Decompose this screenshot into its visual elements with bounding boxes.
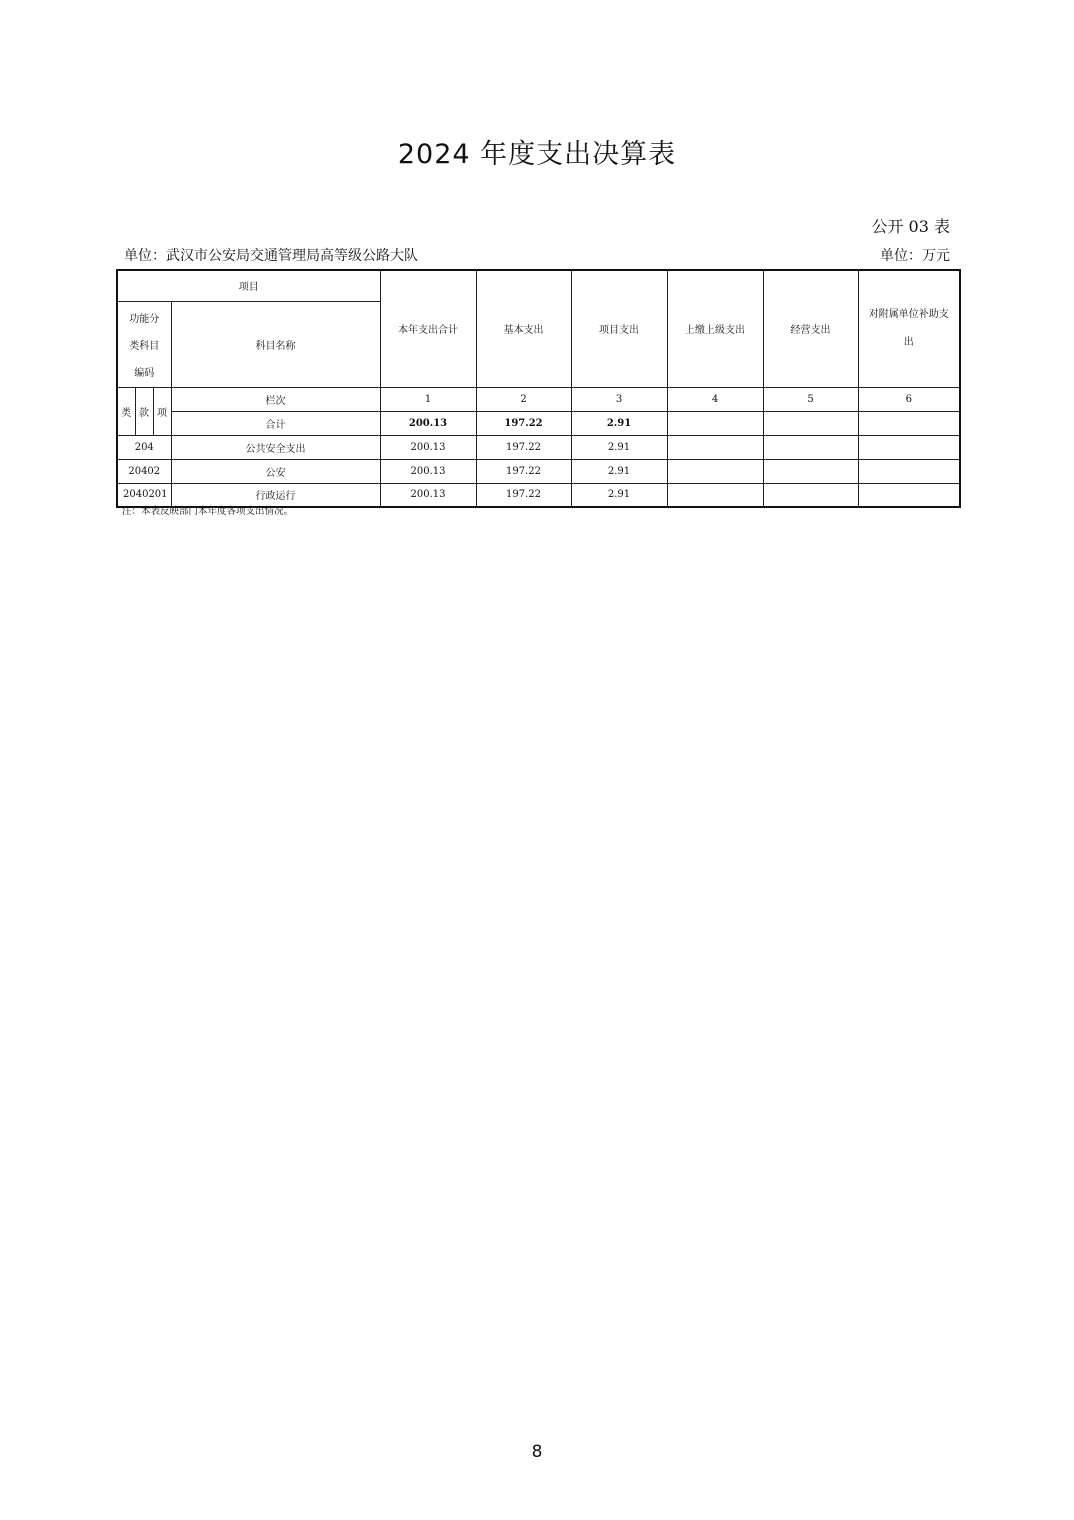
col-number-1: 1	[380, 387, 476, 411]
unit-currency: 单位：万元	[880, 248, 950, 264]
header-func-code: 功能分类科目编码	[117, 301, 171, 387]
row-value: 2.91	[571, 459, 667, 483]
total-value	[858, 411, 960, 435]
row-value: 2.91	[571, 483, 667, 507]
header-col-6: 对附属单位补助支出	[858, 270, 960, 387]
row-value: 197.22	[476, 459, 571, 483]
row-value: 200.13	[380, 435, 476, 459]
header-lei: 类	[117, 387, 135, 435]
col-number-5: 5	[763, 387, 858, 411]
table-note: 注：本表反映部门本年度各项支出情况。	[122, 506, 294, 517]
total-value	[763, 411, 858, 435]
row-value	[858, 459, 960, 483]
row-code: 2040201	[117, 483, 171, 507]
header-row-project	[117, 270, 960, 301]
row-value	[858, 435, 960, 459]
row-code: 204	[117, 435, 171, 459]
row-value	[667, 459, 763, 483]
header-project: 项目	[117, 270, 380, 301]
row-value: 200.13	[380, 459, 476, 483]
unit-name: 单位：武汉市公安局交通管理局高等级公路大队	[124, 248, 418, 264]
header-subject-name: 科目名称	[171, 301, 380, 387]
row-value	[858, 483, 960, 507]
expenditure-table	[116, 269, 961, 508]
total-value: 2.91	[571, 411, 667, 435]
row-value	[667, 483, 763, 507]
col-number-4: 4	[667, 387, 763, 411]
header-lanci: 栏次	[171, 387, 380, 411]
form-code: 公开 03 表	[871, 217, 950, 236]
header-col-3: 项目支出	[571, 270, 667, 387]
row-value: 2.91	[571, 435, 667, 459]
total-value: 197.22	[476, 411, 571, 435]
header-kuan: 款	[135, 387, 153, 435]
table-row	[117, 435, 960, 459]
total-row	[117, 411, 960, 435]
row-value: 197.22	[476, 435, 571, 459]
header-xiang: 项	[153, 387, 171, 435]
total-value: 200.13	[380, 411, 476, 435]
page-number: 8	[531, 1442, 543, 1462]
total-value	[667, 411, 763, 435]
row-value	[763, 435, 858, 459]
row-value	[763, 459, 858, 483]
header-col-4: 上缴上级支出	[667, 270, 763, 387]
table-row	[117, 459, 960, 483]
row-name: 公安	[171, 459, 380, 483]
row-value: 197.22	[476, 483, 571, 507]
header-row-lanci	[117, 387, 960, 411]
row-value: 200.13	[380, 483, 476, 507]
header-col-5: 经营支出	[763, 270, 858, 387]
row-value	[667, 435, 763, 459]
page-title: 2024 年度支出决算表	[397, 139, 677, 170]
header-col-2: 基本支出	[476, 270, 571, 387]
col-number-3: 3	[571, 387, 667, 411]
col-number-6: 6	[858, 387, 960, 411]
row-code: 20402	[117, 459, 171, 483]
total-label: 合计	[171, 411, 380, 435]
row-name: 公共安全支出	[171, 435, 380, 459]
row-value	[763, 483, 858, 507]
header-col-1: 本年支出合计	[380, 270, 476, 387]
col-number-2: 2	[476, 387, 571, 411]
row-name: 行政运行	[171, 483, 380, 507]
